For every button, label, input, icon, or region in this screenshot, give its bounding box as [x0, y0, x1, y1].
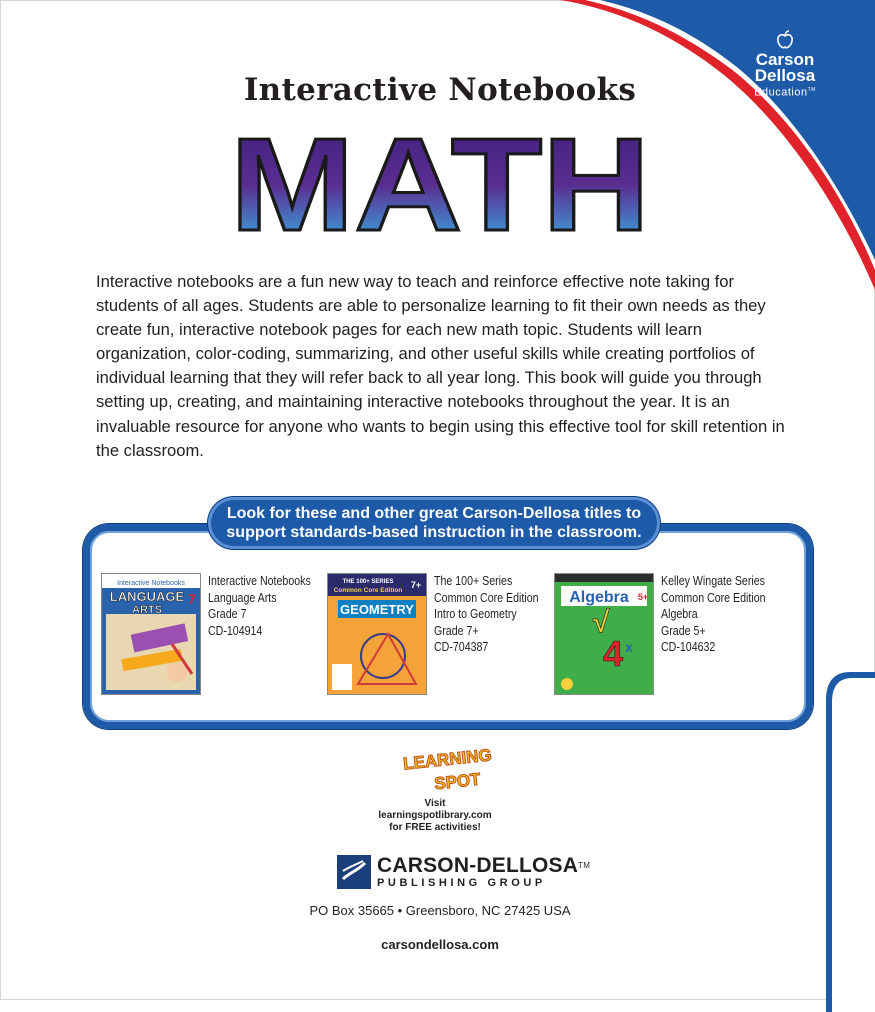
visit-text: [340, 798, 530, 834]
book-info: [434, 573, 553, 656]
book-info-line: Grade 7: [208, 607, 247, 621]
book-info-line: Kelley Wingate Series: [661, 574, 765, 588]
cover-edition: Common Core Edition: [333, 587, 403, 594]
subject-title: [215, 118, 665, 248]
book-info-line: CD-104914: [208, 623, 263, 638]
cover-title-1: GEOMETRY: [340, 602, 414, 617]
book-info: [661, 573, 780, 656]
promo-banner: [208, 497, 660, 549]
cover-title-1: Algebra: [569, 589, 629, 606]
book-info-line: Language Arts: [208, 590, 277, 605]
book-info-line: The 100+ Series: [434, 574, 513, 588]
cover-series: Interactive Notebooks: [117, 580, 185, 587]
publisher-logo[interactable]: [337, 854, 591, 891]
book-info-line: Grade 5+: [661, 623, 706, 638]
book-cover[interactable]: [101, 573, 201, 695]
learning-spot-logo[interactable]: [400, 745, 500, 797]
book-info: [208, 573, 327, 639]
right-edge-tab: [826, 672, 875, 1012]
book-info-line: Algebra: [661, 607, 698, 621]
brand-line-2: Dellosa: [754, 66, 816, 85]
book-cover-art: [102, 574, 200, 694]
apple-icon: [775, 30, 795, 50]
book-cover-art: [555, 574, 653, 694]
cover-grade: 5+: [637, 592, 649, 602]
brand-tm: TM: [807, 87, 816, 93]
learning-spot-word-2: SPOT: [433, 769, 482, 794]
cover-grade: 7+: [410, 580, 422, 590]
book-info-line: Interactive Notebooks: [208, 574, 311, 588]
brand-line-1: Carson: [755, 50, 815, 69]
visit-line-3: for FREE activities!: [389, 822, 481, 833]
svg-text:x: x: [625, 639, 633, 655]
book-info-line: CD-104632: [661, 640, 716, 654]
cover-grade: 7: [188, 591, 196, 607]
publisher-name-text: CARSON-DELLOSA: [377, 854, 579, 877]
publisher-tm: TM: [578, 861, 591, 870]
publisher-name: [377, 855, 590, 877]
address: PO Box 35665 • Greensboro, NC 27425 USA: [309, 903, 571, 918]
series-title: Interactive Notebooks: [243, 72, 637, 108]
promo-line-1: Look for these and other great Carson-Dellosa titles to: [226, 505, 642, 522]
book-info-line: Grade 7+: [434, 623, 479, 638]
book-cover[interactable]: [327, 573, 427, 695]
promo-line-2: support standards-based instruction in the classroom.: [226, 524, 642, 541]
brand-education: Education: [754, 86, 808, 99]
book-cover-art: [328, 574, 426, 694]
website-link[interactable]: carsondellosa.com: [381, 937, 499, 952]
description-text: Interactive notebooks are a fun new way to teach and reinforce effective note taking for students of all ages. Students are able to personalize learning to fit their own needs as they create fun, interactive notebook pages for each new math topic. Students will learn organization, color-coding, summarizing, and other useful skills while creating portfolios of individual learning that they will refer back to all year long. This book will guide you through setting up, creating, and maintaining interactive notebooks throughout the year. It is an invaluable resource for anyone who wants to begin using this effective tool for skill retention in the classroom.: [96, 272, 785, 460]
cover-title-1: LANGUAGE: [109, 589, 185, 604]
book-cover[interactable]: [554, 573, 654, 695]
subject-title-text: MATH: [230, 118, 650, 248]
learning-spot-word-1: LEARNING: [402, 745, 493, 774]
cover-title-2: ARTS: [132, 604, 162, 616]
book-info-line: CD-704387: [434, 640, 489, 654]
cover-series: THE 100+ SERIES: [342, 579, 394, 585]
publisher-group: PUBLISHING GROUP: [377, 877, 546, 889]
publisher-mark-icon: [337, 855, 371, 889]
book-info-line: Common Core Edition: [661, 590, 766, 605]
visit-line-1: Visit: [424, 798, 446, 809]
svg-text:4: 4: [603, 633, 624, 674]
visit-url[interactable]: learningspotlibrary.com: [378, 810, 492, 821]
book-info-line: Intro to Geometry: [434, 607, 517, 621]
svg-text:√: √: [593, 606, 610, 639]
book-info-line: Common Core Edition: [434, 590, 539, 605]
